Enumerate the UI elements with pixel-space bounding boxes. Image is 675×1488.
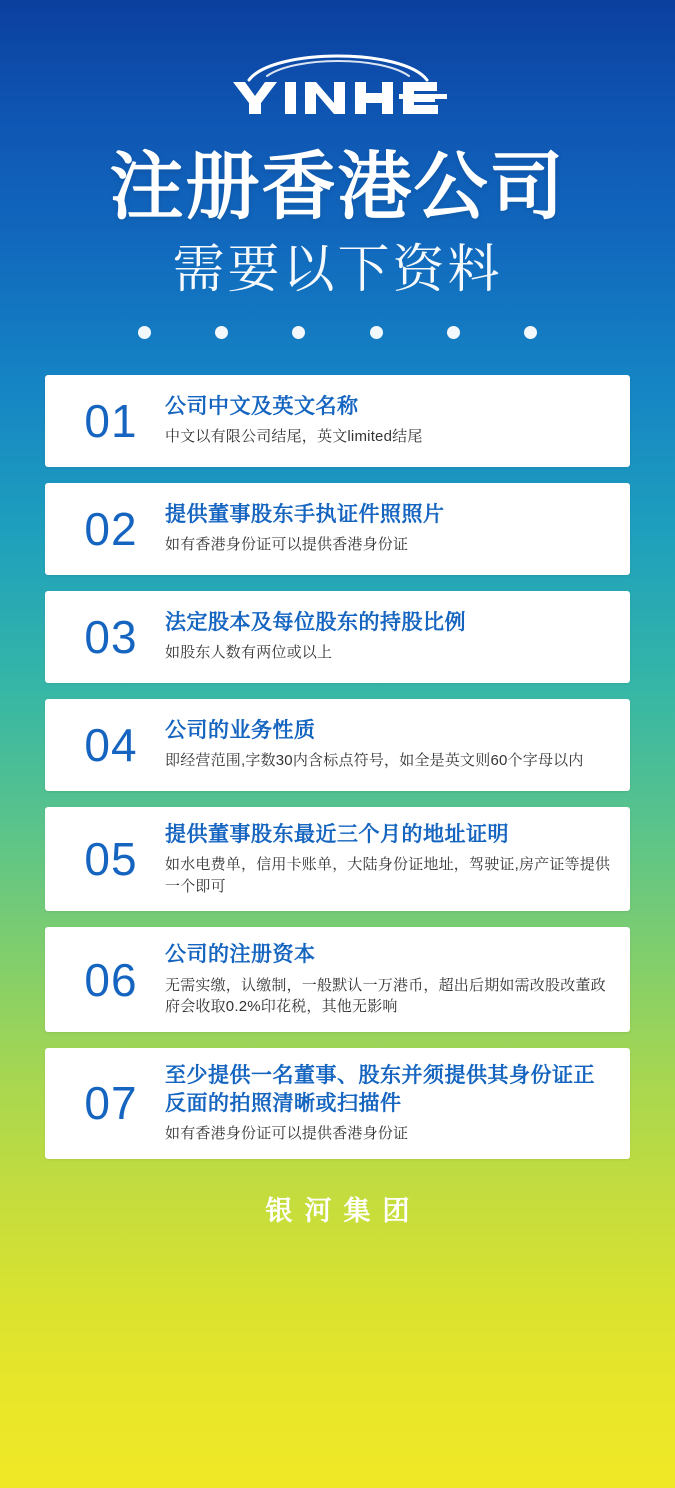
dot-divider xyxy=(138,326,538,339)
item-number: 05 xyxy=(84,833,138,886)
item-title: 公司中文及英文名称 xyxy=(165,395,359,419)
item-number: 04 xyxy=(84,718,138,771)
footer-company-name: 银河集团 xyxy=(265,1195,422,1226)
item-description: 即经营范围,字数30内含标点符号，如全是英文则60个字母以内 xyxy=(165,752,584,770)
item-number: 06 xyxy=(84,953,138,1006)
item-number: 02 xyxy=(84,502,138,555)
item-number: 01 xyxy=(84,394,138,447)
item-body xyxy=(163,609,612,664)
item-body xyxy=(163,501,612,556)
divider-dot xyxy=(215,326,228,339)
page-title: 注册香港公司 xyxy=(109,145,566,228)
list-item xyxy=(45,375,630,467)
page-subtitle: 需要以下资料 xyxy=(172,241,503,300)
item-body xyxy=(163,393,612,448)
item-title: 提供董事股东手执证件照照片 xyxy=(165,503,445,527)
item-description: 如股东人数有两位或以上 xyxy=(165,644,333,662)
item-title: 公司的业务性质 xyxy=(165,719,316,743)
item-title: 至少提供一名董事、股东并须提供其身份证正反面的拍照清晰或扫描件 xyxy=(165,1064,595,1115)
item-description: 如有香港身份证可以提供香港身份证 xyxy=(165,536,409,554)
item-body xyxy=(163,717,612,772)
item-body xyxy=(163,1062,612,1144)
list-item xyxy=(45,483,630,575)
arc-swoosh-icon xyxy=(223,46,453,116)
divider-dot xyxy=(138,326,151,339)
item-number: 03 xyxy=(84,610,138,663)
item-body xyxy=(163,821,612,898)
divider-dot xyxy=(370,326,383,339)
item-title: 法定股本及每位股东的持股比例 xyxy=(165,611,466,635)
list-item xyxy=(45,927,630,1032)
divider-dot xyxy=(447,326,460,339)
logo-mark xyxy=(223,46,453,116)
list-item xyxy=(45,591,630,683)
list-item xyxy=(45,699,630,791)
item-title: 提供董事股东最近三个月的地址证明 xyxy=(165,822,509,846)
requirement-list xyxy=(45,375,630,1159)
brand-logo xyxy=(0,0,675,116)
item-number: 07 xyxy=(84,1077,138,1130)
item-description: 中文以有限公司结尾，英文limited结尾 xyxy=(165,428,423,446)
item-title: 公司的注册资本 xyxy=(165,943,316,967)
divider-dot xyxy=(292,326,305,339)
list-item xyxy=(45,807,630,912)
item-body xyxy=(163,941,612,1018)
item-description: 如有香港身份证可以提供香港身份证 xyxy=(165,1124,409,1142)
item-description: 如水电费单，信用卡账单，大陆身份证地址，驾驶证,房产证等提供一个即可 xyxy=(165,855,611,895)
list-item xyxy=(45,1048,630,1158)
divider-dot xyxy=(524,326,537,339)
item-description: 无需实缴，认缴制，一般默认一万港币，超出后期如需改股改董政府会收取0.2%印花税，其他无影响 xyxy=(165,976,606,1016)
